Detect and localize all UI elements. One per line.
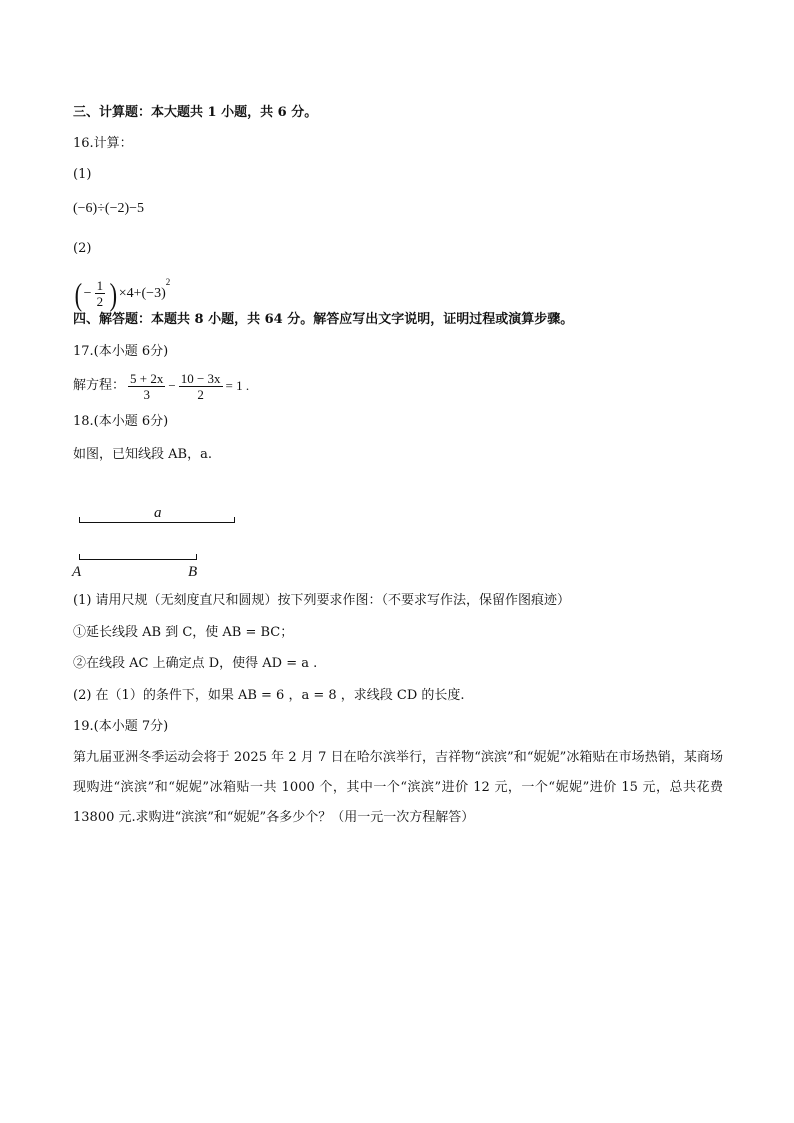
left-paren: ( [74,275,83,312]
segment-a-left-tick [79,517,80,523]
q18-step1: ①延长线段 AB 到 C，使 AB = BC； [73,625,294,640]
segment-ab-left-tick [79,554,80,560]
q18-intro: 如图，已知线段 AB，a. [73,447,212,462]
q17-title: 17.(本小题 6分) [73,344,169,359]
section-4-heading: 四、解答题：本题共 8 小题，共 64 分。解答应写出文字说明，证明过程或演算步骤。 [73,312,574,327]
q18-part2: (2) 在（1）的条件下，如果 AB = 6 ，a = 8 ，求线段 CD 的长度. [73,688,465,703]
q17-fraction-1: $\frac{5 + 2x}{3}$ [130,370,164,402]
q18-part1: (1) 请用尺规（无刻度直尺和圆规）按下列要求作图：（不要求写作法，保留作图痕迹） [73,593,571,608]
q18-title: 18.(本小题 6分) [73,414,169,429]
label-point-b: B [188,564,198,580]
q16-part1-label: (1) [73,167,92,182]
segment-a-right-tick [234,517,235,523]
q16-title: 16.计算： [73,136,133,151]
q16-part1-expression: (−6)÷(−2)−5 [73,201,145,216]
q17-equation: 解方程： $\frac{5 + 2x}{3}$ − $\frac{10 - 3x}{2}$ = 1 . [73,370,250,402]
segment-ab-right-tick [196,554,197,560]
section-3-heading: 三、计算题：本大题共 1 小题，共 6 分。 [73,105,318,120]
right-paren: ) [109,275,118,312]
q17-fraction-2: $\frac{10 - 3x}{2}$ [180,370,221,402]
segment-ab [79,559,197,560]
q16-part2-fraction: $\frac{1}{2}$ [96,278,104,310]
q16-part2-label: (2) [73,241,92,256]
segment-a [79,522,235,523]
q18-step2: ②在线段 AC 上确定点 D，使得 AD = a . [73,656,318,671]
label-a: a [154,505,162,521]
label-point-a: A [72,564,82,580]
q19-body: 第九届亚洲冬季运动会将于 2025 年 2 月 7 日在哈尔滨举行，吉祥物“滨滨”和“妮妮”冰箱贴在市场热销，某商场现购进“滨滨”和“妮妮”冰箱贴一共 1000 个，其中一个“滨滨”进价 12 元，一个“妮妮”进价 15 元，总共花费 13800 元.求购进“滨滨”和“妮妮”各多少个？（用一元一次方程解答） [73,750,723,825]
q16-part2-expression: ( − $\frac{1}{2}$ ) $\times 4+(-3)^2$ [74,275,171,312]
q19-title: 19.(本小题 7分) [73,719,169,734]
